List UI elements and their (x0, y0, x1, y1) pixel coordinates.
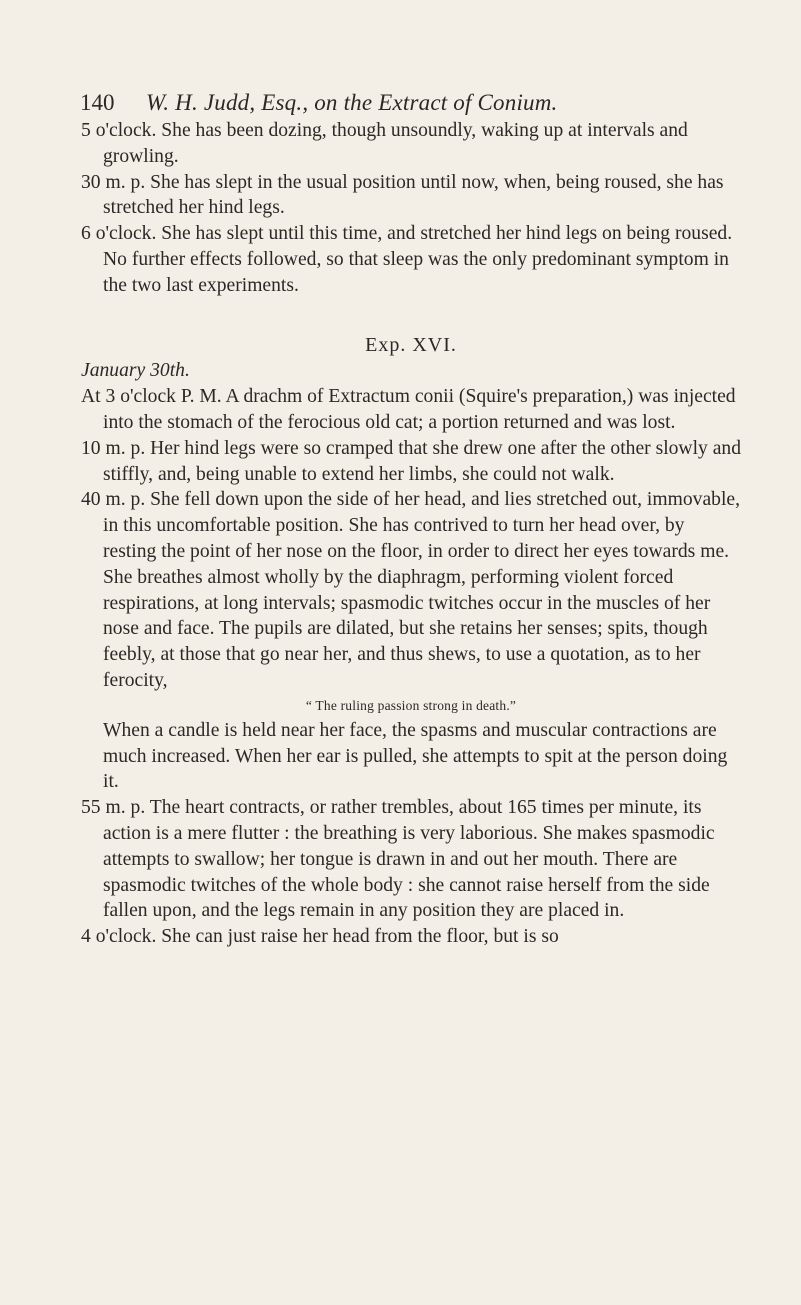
entry-paragraph (81, 436, 741, 488)
entry-text: She can just raise her head from the floor, but is so (161, 926, 559, 948)
entry-text: She fell down upon the side of her head, and lies stretched out, immovable, in this uncomfortable position. She has contrived to turn her head over, by resting the point of her nose on the floor, in order to direct her eyes towards me. She breathes almost wholly by the diaphragm, performing violent forced respirations, at long intervals; spasmodic twitches occur in the muscles of her nose and face. The pupils are dilated, but she retains her senses; spits, though feebly, at those that go near her, and thus shews, to use a quotation, as to her ferocity, (103, 489, 740, 691)
quotation: “ The ruling passion strong in death.” (305, 697, 517, 713)
entry-text: She has slept in the usual position until now, when, being roused, she has stretched her hind legs. (103, 171, 724, 219)
entry-text: She has slept until this time, and stretched her hind legs on being roused. No further effects followed, so that sleep was the only predominant symptom in the two last experiments. (103, 223, 733, 296)
page-number: 140 (80, 90, 115, 115)
running-title: W. H. Judd, Esq., on the Extract of Conium. (146, 90, 558, 115)
entry-time: 55 m. p. (81, 797, 146, 819)
entry-text: Her hind legs were so cramped that she drew one after the other slowly and stiffly, and, being unable to extend her limbs, she could not walk. (103, 437, 742, 485)
experiment-heading: Exp. XVI. (365, 333, 457, 356)
running-header (80, 86, 760, 120)
entry-time: 4 o'clock. (81, 926, 157, 948)
entry-paragraph (81, 924, 741, 950)
entry-paragraph (81, 795, 741, 924)
entry-text: The heart contracts, or rather trembles, about 165 times per minute, its action is a mere flutter : the breathing is very laborious. She makes spasmodic attempts to swallow; her tongue is drawn in and out her mouth. There are spasmodic twitches of the whole body : she cannot raise herself from the side fallen upon, and the legs remain in any position they are placed in. (103, 797, 715, 922)
entry-time: 5 o'clock. (81, 120, 157, 141)
entry-time: 10 m. p. (81, 437, 146, 459)
entry-paragraph (81, 118, 741, 170)
experiment-date: January 30th. (81, 360, 190, 382)
entry-time: 6 o'clock. (81, 223, 157, 245)
entry-time: 40 m. p. (81, 489, 146, 511)
entry-paragraph (81, 487, 741, 693)
body-text (81, 118, 741, 950)
entry-time: At 3 o'clock P. M. (81, 386, 222, 408)
entry-text: A drachm of Extractum conii (Squire's preparation,) was injected into the stomach of the ferocious old cat; a portion returned and was lost. (103, 386, 736, 433)
entry-paragraph (81, 384, 741, 436)
entry-time: 30 m. p. (81, 171, 146, 193)
entry-paragraph (81, 170, 741, 222)
entry-text: She has been dozing, though unsoundly, waking up at intervals and growling. (103, 120, 688, 167)
continuation-paragraph: When a candle is held near her face, the spasms and muscular contractions are much increased. When her ear is pulled, she attempts to spit at the person doing it. (103, 719, 728, 793)
entry-paragraph (81, 221, 741, 298)
